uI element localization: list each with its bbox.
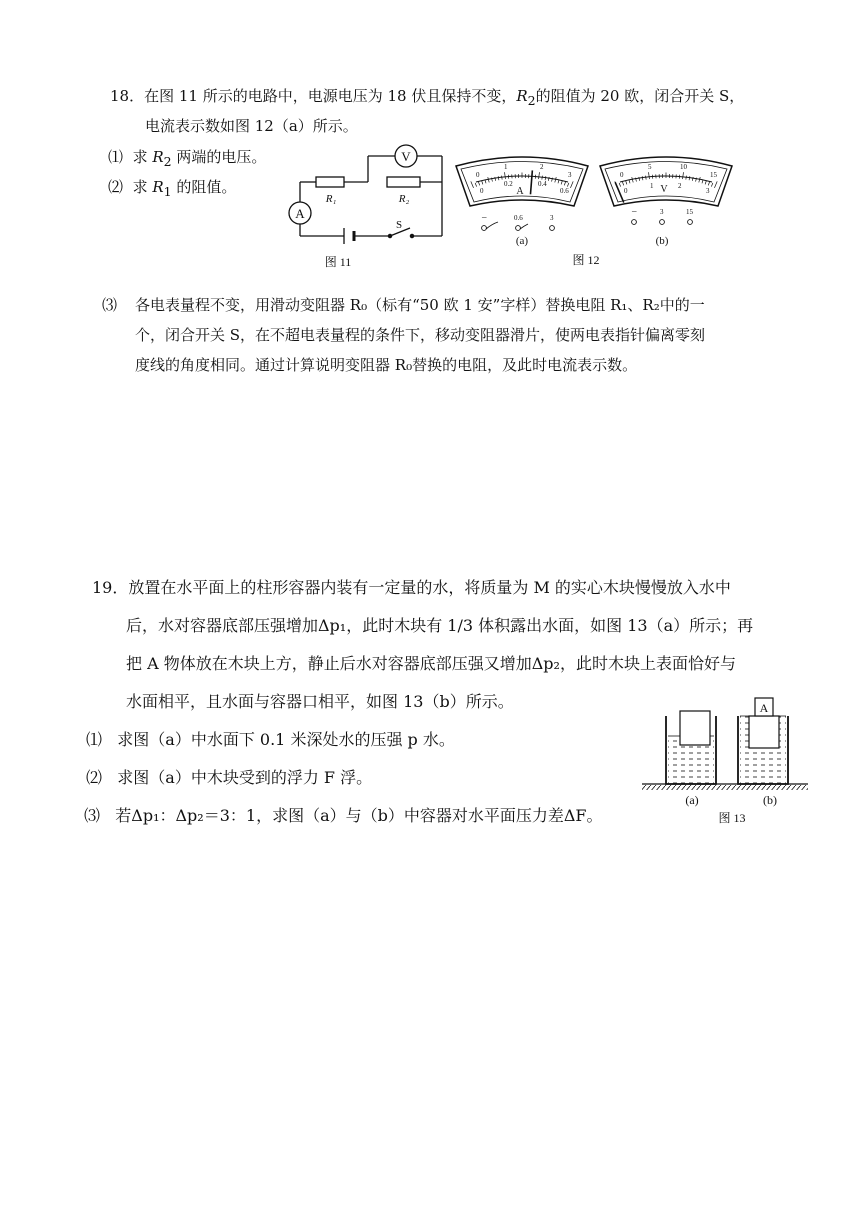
switch-label: S	[395, 219, 403, 231]
ammeter-top-tick-0: 0	[476, 171, 480, 179]
scale-tick	[502, 176, 503, 180]
q18-part1-sub: 2	[163, 154, 172, 169]
voltmeter-bottom-tick-2: 2	[678, 182, 682, 190]
figure-13-containers	[640, 690, 810, 830]
ammeter-top-tick-3: 3	[568, 171, 572, 179]
voltmeter-terminal-3: 3	[660, 208, 664, 216]
q18-number: 18．	[110, 87, 145, 105]
ammeter-top-tick-1: 1	[504, 163, 508, 171]
q18-part2-r: R	[152, 178, 164, 196]
q18-part3	[102, 294, 117, 315]
q18-stem-text-b: 的阻值为 20 欧，闭合开关 S，	[535, 87, 745, 105]
q18-part2	[108, 176, 236, 199]
meter-b-label: (b)	[655, 235, 669, 247]
scale-tick	[714, 181, 717, 187]
q19-line4: 水面相平，且水面与容器口相平，如图 13（b）所示。	[126, 692, 514, 711]
q18-part2-text-b: 的阻值。	[171, 178, 237, 196]
ammeter-label: A	[295, 206, 305, 221]
q18-stem-line2: 电流表示数如图 12（a）所示。	[145, 117, 358, 135]
q18-part1-number: ⑴	[108, 148, 124, 166]
voltmeter-top-tick-3: 15	[710, 171, 717, 179]
voltmeter-top-tick-1: 5	[648, 163, 652, 171]
voltmeter-bottom-tick-1: 1	[650, 182, 654, 190]
q18-part1-r: R	[152, 148, 164, 166]
q19-part2-text: 求图（a）中木块受到的浮力 F 浮。	[117, 768, 373, 787]
q19-part2	[86, 765, 372, 788]
voltmeter-bottom-tick-3: 3	[706, 187, 710, 195]
ammeter-bottom-tick-1: 0.2	[504, 180, 513, 188]
figure-12-caption: 图 12	[572, 253, 600, 267]
figure-13-caption: 图 13	[718, 811, 746, 825]
scale-tick	[539, 172, 540, 179]
scale-tick	[683, 172, 684, 179]
q19-part3-number: ⑶	[84, 806, 101, 825]
q19-line1	[92, 575, 731, 598]
q18-part2-text-a: 求	[132, 178, 153, 196]
scale-tick	[542, 176, 543, 180]
q18-part2-number: ⑵	[108, 178, 124, 196]
q18-part3-number: ⑶	[102, 296, 118, 314]
scale-tick	[561, 181, 562, 185]
ammeter-needle	[530, 170, 532, 194]
scale-tick	[498, 176, 499, 180]
scale-tick	[505, 172, 506, 179]
ground-hatch	[642, 785, 808, 790]
voltmeter-top-tick-0: 0	[620, 171, 624, 179]
scale-tick	[622, 182, 623, 186]
scale-tick	[711, 183, 712, 187]
wood-block-a	[680, 711, 710, 745]
q19-line1-text: 放置在水平面上的柱形容器内装有一定量的水，将质量为 M 的实心木块慢慢放入水中	[128, 578, 731, 597]
figure-11-circuit	[282, 142, 452, 272]
scale-tick	[705, 181, 706, 185]
q19-part3	[84, 803, 603, 826]
q18-stem-text-a: 在图 11 所示的电路中，电源电压为 18 伏且保持不变，	[144, 87, 517, 105]
r1-resistor	[316, 177, 344, 187]
wood-block-b	[749, 716, 779, 748]
q19-part1-number: ⑴	[86, 730, 103, 749]
q19-part1-text: 求图（a）中水面下 0.1 米深处水的压强 p 水。	[117, 730, 455, 749]
q18-part2-sub: 1	[163, 184, 172, 199]
ammeter-terminal-3: 3	[550, 214, 554, 222]
q18-r-symbol: R	[516, 87, 528, 105]
q18-part1	[108, 146, 266, 169]
scale-tick	[646, 176, 647, 180]
voltmeter-face	[600, 157, 732, 206]
q19-part1	[86, 727, 455, 750]
ammeter-top-tick-2: 2	[540, 163, 544, 171]
container-a	[666, 711, 716, 784]
q19-part2-number: ⑵	[86, 768, 103, 787]
voltmeter-label: V	[401, 149, 411, 164]
q18-part1-text-a: 求	[132, 148, 153, 166]
ammeter-unit: A	[516, 186, 524, 197]
voltmeter-terminal-15: 15	[686, 208, 693, 216]
r2-label: R₂	[398, 193, 410, 205]
q19-number: 19．	[92, 578, 129, 597]
ammeter-terminal-neg: –	[482, 212, 487, 222]
figure-13-b-label: (b)	[763, 793, 777, 807]
q18-part3-line2: 个，闭合开关 S，在不超电表量程的条件下，移动变阻器滑片，使两电表指针偏离零刻	[135, 326, 706, 344]
scale-tick	[689, 176, 690, 180]
q19-part3-text: 若Δp₁：Δp₂＝3：1，求图（a）与（b）中容器对水平面压力差ΔF。	[115, 806, 603, 825]
scale-tick	[482, 181, 483, 185]
voltmeter-top-tick-2: 10	[680, 163, 687, 171]
ammeter-bottom-tick-3: 0.6	[560, 187, 569, 195]
figure-13-a-label: (a)	[685, 793, 699, 807]
scale-tick	[475, 183, 476, 187]
q19-line2: 后，水对容器底部压强增加Δp₁，此时木块有 1/3 体积露出水面，如图 13（a）所示；再	[126, 616, 754, 635]
meter-a-label: (a)	[515, 235, 529, 247]
ammeter-face	[456, 157, 588, 206]
scale-tick	[570, 181, 573, 187]
object-a-label: A	[759, 701, 769, 715]
scale-tick	[564, 182, 565, 186]
scale-tick	[626, 181, 627, 185]
r2-resistor	[387, 177, 420, 187]
voltmeter-unit: V	[660, 184, 668, 195]
q18-part3-line3: 度线的角度相同。通过计算说明变阻器 R₀替换的电阻，及此时电流表示数。	[135, 356, 638, 374]
figure-12-meters	[452, 152, 752, 270]
ammeter-bottom-tick-2: 0.4	[538, 180, 547, 188]
scale-tick	[642, 176, 643, 180]
figure-11-caption: 图 11	[324, 255, 352, 269]
ammeter-bottom-tick-0: 0	[480, 187, 484, 195]
voltmeter-needle	[615, 182, 624, 202]
q18-stem-line1	[110, 85, 744, 108]
scale-tick	[619, 183, 620, 187]
q18-part3-line1: 各电表量程不变，用滑动变阻器 R₀（标有“50 欧 1 安”字样）替换电阻 R₁、R₂中的一	[135, 296, 705, 314]
ammeter-terminal-0-6: 0.6	[514, 214, 523, 222]
scale-tick	[471, 181, 474, 187]
scale-tick	[708, 182, 709, 186]
scale-tick	[478, 182, 479, 186]
q18-part1-text-b: 两端的电压。	[171, 148, 267, 166]
q19-line3: 把 A 物体放在木块上方，静止后水对容器底部压强又增加Δp₂，此时木块上表面恰好与	[126, 654, 736, 673]
r1-label: R₁	[325, 193, 337, 205]
voltmeter-bottom-tick-0: 0	[624, 187, 628, 195]
voltmeter-terminal-neg: –	[632, 206, 637, 216]
scale-tick	[649, 172, 650, 179]
scale-tick	[686, 176, 687, 180]
q18-r-subscript: 2	[527, 93, 536, 108]
